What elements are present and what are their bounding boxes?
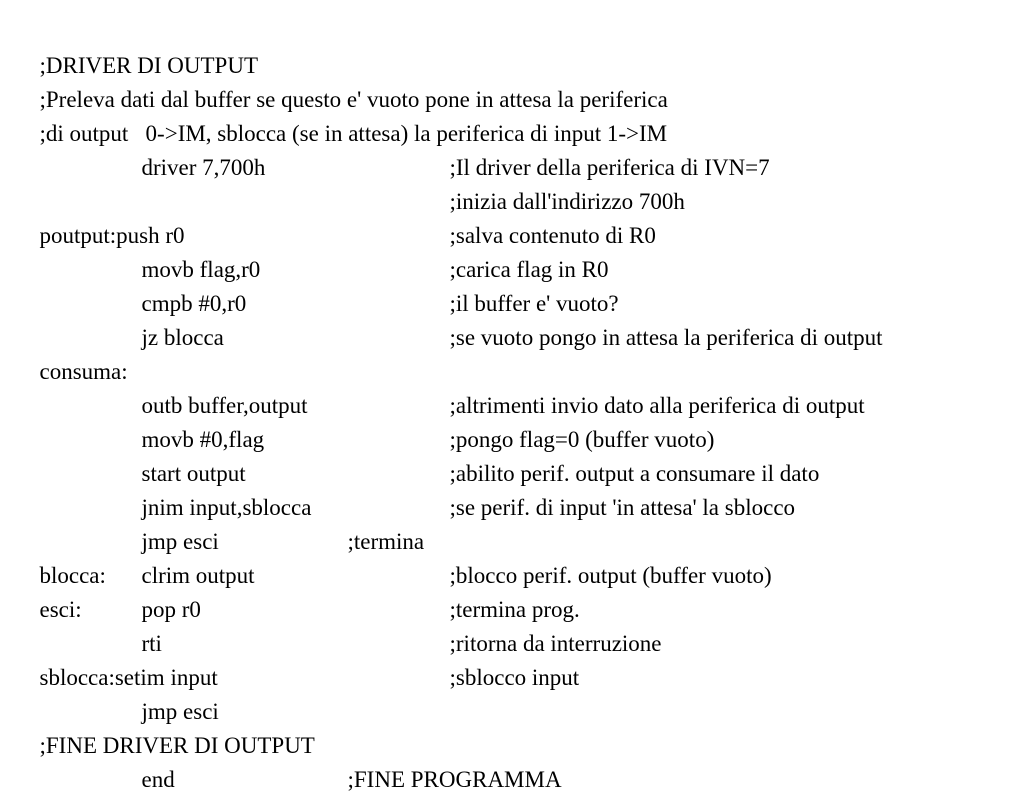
- comment-text: ;salva contenuto di R0: [449, 223, 656, 248]
- label-text: esci:: [39, 597, 82, 622]
- code-comment: [438, 185, 656, 248]
- label-text: poutput:: [39, 223, 117, 248]
- instruction-text: driver 7,700h: [141, 155, 266, 180]
- code-line: [130, 593, 162, 656]
- code-comment: [438, 219, 609, 282]
- comment-text: ;se vuoto pongo in attesa la periferica di output: [449, 325, 883, 350]
- instruction-text: jmp esci: [141, 699, 219, 724]
- description-line-1: [28, 49, 668, 112]
- instruction-text: jmp esci: [141, 529, 219, 554]
- comment-text: ;termina prog.: [449, 597, 580, 622]
- comment-text: ;di output 0->IM, sblocca (se in attesa) la periferica di input 1->IM: [39, 121, 668, 146]
- code-label: [28, 321, 128, 384]
- comment-text: ;Il driver della periferica di IVN=7: [449, 155, 770, 180]
- label-text: blocca:: [39, 563, 106, 588]
- instruction-text: cmpb #0,r0: [141, 291, 247, 316]
- instruction-text: start output: [141, 461, 246, 486]
- comment-text: ;inizia dall'indirizzo 700h: [449, 189, 685, 214]
- code-line: [130, 219, 261, 282]
- comment-text: ;se perif. di input 'in attesa' la sblocco: [449, 495, 796, 520]
- label-text: sblocca:: [39, 665, 115, 690]
- code-comment: [438, 117, 770, 180]
- comment-text: ;ritorna da interruzione: [449, 631, 662, 656]
- instruction-text: pop r0: [141, 597, 201, 622]
- comment-text: ;blocco perif. output (buffer vuoto): [449, 563, 772, 588]
- comment-text: ;abilito perif. output a consumare il dato: [449, 461, 820, 486]
- code-line: [130, 559, 201, 622]
- code-comment: [438, 355, 865, 418]
- instruction-text: movb flag,r0: [141, 257, 261, 282]
- instruction-text: end: [141, 767, 175, 792]
- instruction-text: clrim output: [141, 563, 255, 588]
- instruction-text: outb buffer,output: [141, 393, 308, 418]
- comment-text: ;sblocco input: [449, 665, 580, 690]
- code-comment: [438, 593, 662, 656]
- code-comment: [438, 389, 715, 452]
- instruction-text: movb #0,flag: [141, 427, 265, 452]
- comment-text: ;il buffer e' vuoto?: [449, 291, 619, 316]
- code-label: [28, 559, 82, 622]
- footer-comment-line: [28, 695, 315, 758]
- comment-text: ;Preleva dati dal buffer se questo e' vuoto pone in attesa la periferica: [39, 87, 668, 112]
- code-label: [28, 525, 106, 588]
- label-text: consuma:: [39, 359, 128, 384]
- code-line: [130, 729, 175, 792]
- code-comment: [336, 491, 425, 554]
- code-line: [130, 389, 265, 452]
- comment-text: ;DRIVER DI OUTPUT: [39, 53, 258, 78]
- code-comment: [438, 253, 619, 316]
- description-line-2: [28, 83, 668, 146]
- instruction-text: rti: [141, 631, 162, 656]
- instruction-text: jz blocca: [141, 325, 224, 350]
- instruction-text: jnim input,sblocca: [141, 495, 312, 520]
- comment-text: ;FINE DRIVER DI OUTPUT: [39, 733, 315, 758]
- code-line: [130, 457, 312, 520]
- code-comment: [438, 151, 685, 214]
- comment-text: ;altrimenti invio dato alla periferica di output: [449, 393, 865, 418]
- code-line: [130, 253, 247, 316]
- code-line: [130, 287, 224, 350]
- code-line: [130, 423, 246, 486]
- code-comment: [438, 287, 883, 350]
- header-comment-line: [28, 15, 258, 78]
- code-label: [28, 185, 185, 248]
- code-line: [130, 525, 255, 588]
- code-line: [130, 661, 219, 724]
- code-line: [130, 355, 308, 418]
- code-comment: [438, 423, 820, 486]
- comment-text: ;FINE PROGRAMMA: [347, 767, 562, 792]
- comment-text: ;pongo flag=0 (buffer vuoto): [449, 427, 715, 452]
- code-label: [28, 627, 218, 690]
- code-comment: [336, 729, 562, 792]
- instruction-text: setim input: [114, 665, 218, 690]
- instruction-text: push r0: [116, 223, 185, 248]
- code-comment: [438, 559, 580, 622]
- code-line: [130, 117, 266, 180]
- code-comment: [438, 525, 772, 588]
- comment-text: ;carica flag in R0: [449, 257, 609, 282]
- code-comment: [438, 627, 580, 690]
- code-comment: [438, 457, 796, 520]
- comment-text: ;termina: [347, 529, 425, 554]
- code-line: [130, 491, 219, 554]
